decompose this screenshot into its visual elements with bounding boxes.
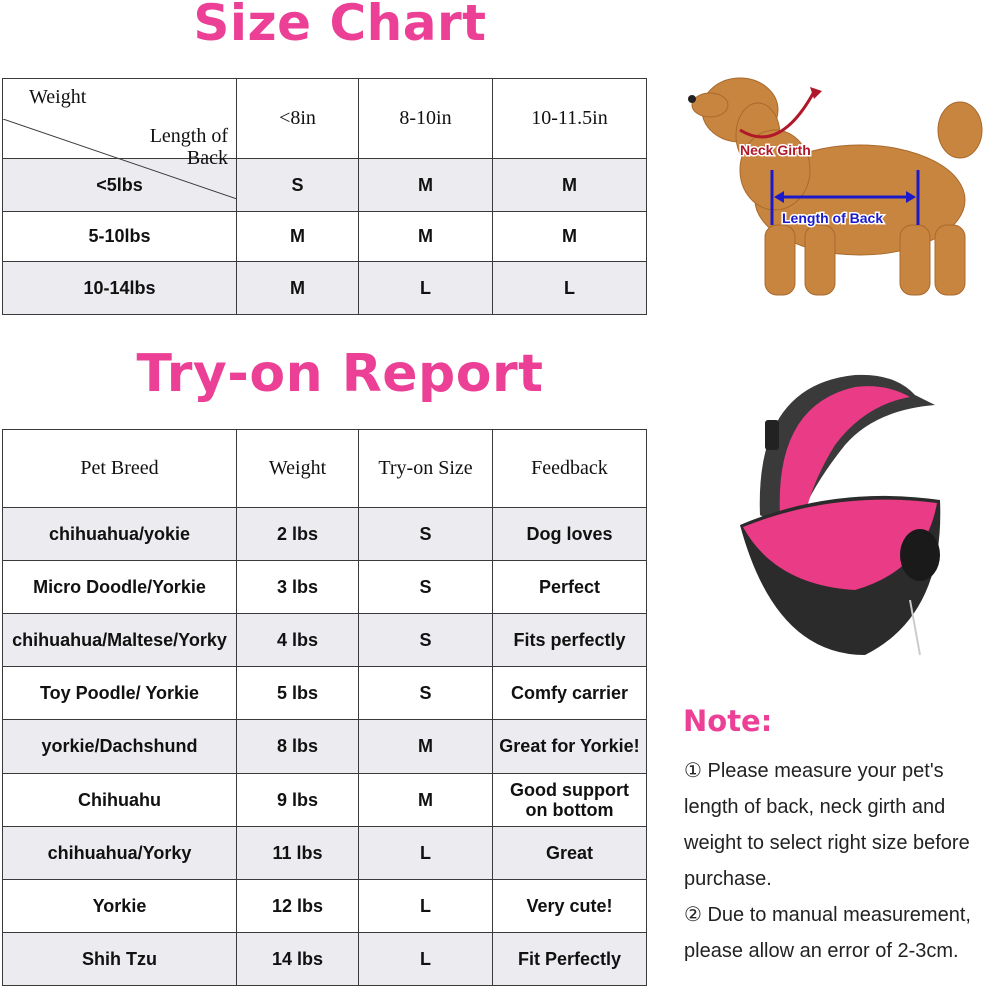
sling-carrier-image bbox=[735, 365, 945, 665]
size-col-header: <8in bbox=[237, 79, 359, 159]
strap-buckle bbox=[765, 420, 779, 450]
size-cell: M bbox=[493, 212, 647, 262]
feedback-cell: Comfy carrier bbox=[493, 667, 647, 720]
feedback-cell: Very cute! bbox=[493, 880, 647, 933]
size-cell: S bbox=[359, 667, 493, 720]
weight-cell: 8 lbs bbox=[237, 720, 359, 774]
neck-girth-label: Neck Girth bbox=[740, 142, 811, 158]
feedback-cell: Dog loves bbox=[493, 508, 647, 561]
weight-cell: <5lbs bbox=[3, 159, 237, 212]
weight-cell: 3 lbs bbox=[237, 561, 359, 614]
weight-cell: 5-10lbs bbox=[3, 212, 237, 262]
size-cell: M bbox=[359, 159, 493, 212]
note-item: ① Please measure your pet's length of back, neck girth and weight to select right size before purchase. bbox=[684, 760, 970, 890]
header-weight: Weight bbox=[237, 430, 359, 508]
size-cell: S bbox=[359, 614, 493, 667]
breed-cell: chihuahua/Yorky bbox=[3, 827, 237, 880]
feedback-cell: Great for Yorkie! bbox=[493, 720, 647, 774]
corner-length-of-back-label: Length of Back bbox=[149, 124, 228, 169]
size-cell: M bbox=[493, 159, 647, 212]
size-col-header: 10-11.5in bbox=[493, 79, 647, 159]
dog-illustration bbox=[692, 78, 982, 295]
table-row bbox=[3, 614, 647, 667]
size-cell: M bbox=[237, 262, 359, 315]
size-chart-header-row bbox=[3, 79, 647, 159]
header-tryon-size: Try-on Size bbox=[359, 430, 493, 508]
note-title: Note: bbox=[683, 704, 773, 738]
breed-cell: yorkie/Dachshund bbox=[3, 720, 237, 774]
size-cell: M bbox=[237, 212, 359, 262]
breed-cell: chihuahua/yokie bbox=[3, 508, 237, 561]
weight-cell: 4 lbs bbox=[237, 614, 359, 667]
feedback-cell: Fit Perfectly bbox=[493, 933, 647, 986]
breed-cell: Micro Doodle/Yorkie bbox=[3, 561, 237, 614]
size-cell: L bbox=[359, 827, 493, 880]
length-of-back-label: Length of Back bbox=[782, 210, 884, 226]
breed-cell: Chihuahu bbox=[3, 774, 237, 827]
table-row bbox=[3, 262, 647, 315]
tryon-report-table bbox=[2, 429, 647, 986]
size-cell: M bbox=[359, 720, 493, 774]
size-cell: S bbox=[237, 159, 359, 212]
breed-cell: Yorkie bbox=[3, 880, 237, 933]
feedback-cell: Perfect bbox=[493, 561, 647, 614]
note-text bbox=[684, 753, 1000, 969]
note-item: ② Due to manual measurement, please allow an error of 2-3cm. bbox=[684, 904, 971, 962]
table-row bbox=[3, 667, 647, 720]
size-cell: L bbox=[359, 933, 493, 986]
header-feedback: Feedback bbox=[493, 430, 647, 508]
weight-cell: 11 lbs bbox=[237, 827, 359, 880]
tryon-header-row bbox=[3, 430, 647, 508]
size-col-header: 8-10in bbox=[359, 79, 493, 159]
size-cell: M bbox=[359, 212, 493, 262]
size-cell: M bbox=[359, 774, 493, 827]
size-cell: L bbox=[359, 880, 493, 933]
table-row bbox=[3, 212, 647, 262]
table-row bbox=[3, 880, 647, 933]
carrier-side-window bbox=[900, 529, 940, 581]
breed-cell: chihuahua/Maltese/Yorky bbox=[3, 614, 237, 667]
tryon-report-title: Try-on Report bbox=[136, 344, 544, 404]
weight-cell: 12 lbs bbox=[237, 880, 359, 933]
breed-cell: Toy Poodle/ Yorkie bbox=[3, 667, 237, 720]
size-chart-corner-cell bbox=[3, 79, 237, 169]
size-cell: S bbox=[359, 561, 493, 614]
feedback-cell: Great bbox=[493, 827, 647, 880]
table-row bbox=[3, 933, 647, 986]
weight-cell: 2 lbs bbox=[237, 508, 359, 561]
size-chart-table bbox=[2, 78, 647, 315]
weight-cell: 14 lbs bbox=[237, 933, 359, 986]
table-row bbox=[3, 720, 647, 774]
table-row bbox=[3, 561, 647, 614]
table-row bbox=[3, 774, 647, 827]
size-cell: L bbox=[359, 262, 493, 315]
feedback-cell: Fits perfectly bbox=[493, 614, 647, 667]
weight-cell: 5 lbs bbox=[237, 667, 359, 720]
size-cell: L bbox=[493, 262, 647, 315]
weight-cell: 9 lbs bbox=[237, 774, 359, 827]
weight-cell: 10-14lbs bbox=[3, 262, 237, 315]
size-cell: S bbox=[359, 508, 493, 561]
table-row bbox=[3, 508, 647, 561]
corner-weight-label: Weight bbox=[29, 85, 87, 108]
breed-cell: Shih Tzu bbox=[3, 933, 237, 986]
table-row bbox=[3, 827, 647, 880]
size-chart-title: Size Chart bbox=[193, 0, 487, 52]
header-pet-breed: Pet Breed bbox=[3, 430, 237, 508]
dog-measurement-image bbox=[680, 75, 1000, 305]
feedback-cell: Good support on bottom bbox=[493, 774, 647, 827]
